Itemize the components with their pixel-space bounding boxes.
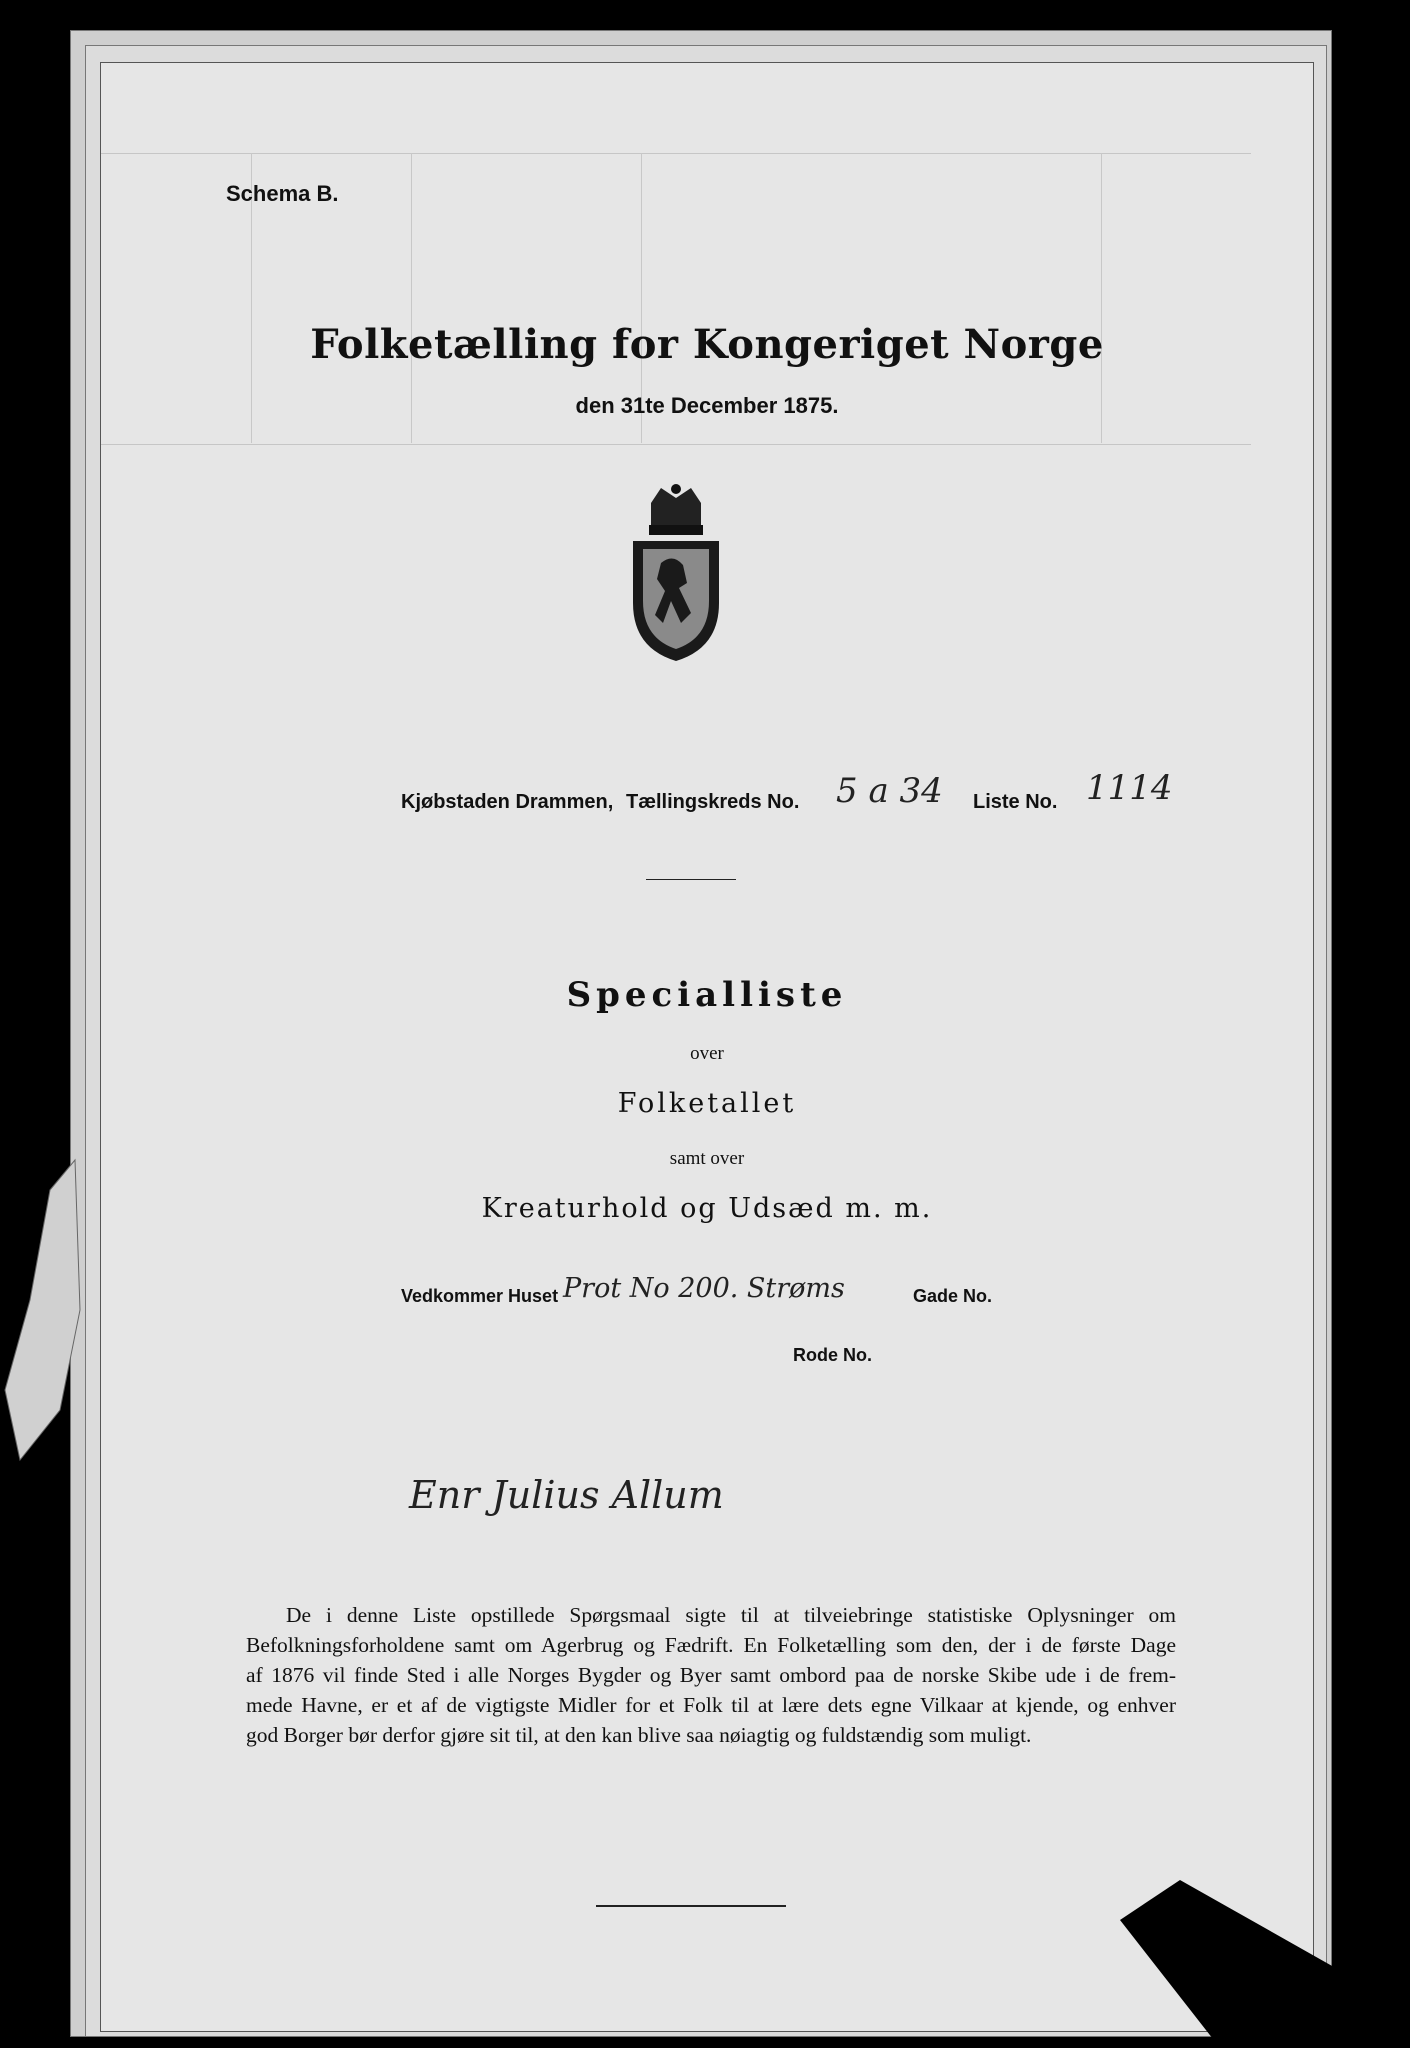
page-title: Folketælling for Kongeriget Norge [310,321,1104,368]
kreds-value: 5 a 34 [836,771,943,811]
kreds-label: Tællingskreds No. [626,791,800,813]
schema-label: Schema B. [226,181,339,206]
kjobstad-label: Kjøbstaden Drammen, [401,791,614,813]
bottom-rule [596,1905,786,1907]
paragraph-line: Befolkningsforholdene samt om Agerbrug og Fædrift. En Folketælling som den, der i de første Dage [246,1633,1176,1657]
kreaturhold-heading: Kreaturhold og Udsæd m. m. [481,1193,933,1224]
folketallet-heading: Folketallet [617,1088,797,1119]
census-form-page [100,62,1314,2032]
paragraph-line: mede Havne, er et af de vigtigste Midler for et Folk til at lære dets egne Vilkaar at kjende, og enhver [246,1693,1176,1717]
census-date: den 31te December 1875. [575,393,839,418]
coat-of-arms-icon [621,483,731,663]
specialliste-heading: Specialliste [566,975,848,1015]
paragraph-line: af 1876 vil finde Sted i alle Norges Bygder og Byer samt ombord paa de norske Skibe ude i de frem- [246,1663,1176,1687]
corner-tab [1110,1880,1410,2048]
signature: Enr Julius Allum [409,1473,724,1517]
paragraph-line: god Borger bør derfor gjøre sit til, at den kan blive saa nøiagtig og fuldstændig som muligt. [246,1723,1032,1747]
house-value: Prot No 200. Strøms [563,1273,845,1304]
divider-rule [646,879,736,880]
samt-over-text: samt over [669,1148,745,1169]
gade-label: Gade No. [913,1286,993,1306]
instructions-paragraph [246,1600,1176,1750]
liste-label: Liste No. [973,791,1058,813]
house-label: Vedkommer Huset [401,1286,559,1306]
paragraph-line: De i denne Liste opstillede Spørgsmaal sigte til at tilveiebringe statistiske Oplysninger om [286,1603,1176,1627]
over-text: over [690,1043,724,1064]
torn-edge-strip [0,1150,90,1470]
liste-value: 1114 [1086,768,1173,808]
rode-label: Rode No. [793,1345,872,1365]
